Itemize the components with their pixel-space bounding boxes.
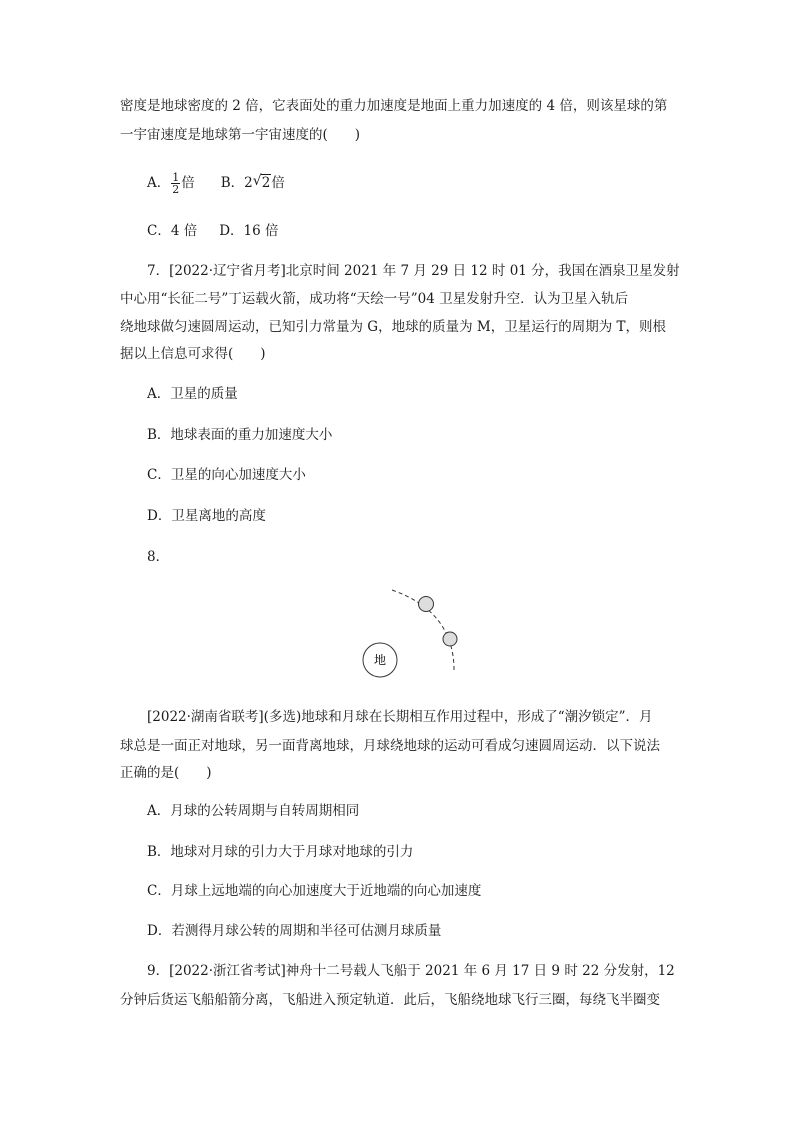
moon-circle-upper bbox=[419, 597, 434, 612]
fraction-numerator: 1 bbox=[172, 171, 180, 184]
q6-option-b-suffix: 倍 bbox=[271, 175, 285, 191]
q8-number: 8． bbox=[147, 549, 170, 565]
q6-option-a-label: A． bbox=[147, 175, 171, 191]
q6-option-a-fraction bbox=[171, 172, 180, 195]
q8-option-b: B．地球对月球的引力大于月球对地球的引力 bbox=[147, 844, 414, 860]
fraction-denominator: 2 bbox=[172, 183, 180, 196]
q6-text-line-1: 密度是地球密度的 2 倍，它表面处的重力加速度是地面上重力加速度的 4 倍，则该星球的第 bbox=[120, 98, 668, 114]
q8-option-a: A．月球的公转周期与自转周期相同 bbox=[147, 803, 360, 819]
q7-text-line-1: 7．[2022·辽宁省月考]北京时间 2021 年 7 月 29 日 12 时 01 分，我国在酒泉卫星发射 bbox=[147, 263, 680, 279]
q9-text-line-1: 9．[2022·浙江省考试]神舟十二号载人飞船于 2021 年 6 月 17 日 9 时 22 分发射，12 bbox=[147, 963, 675, 979]
q9-text-line-2: 分钟后货运飞船船箭分离，飞船进入预定轨道．此后，飞船绕地球飞行三圈，每绕飞半圈变 bbox=[120, 992, 660, 1008]
q6-option-c: C．4 倍 bbox=[147, 223, 198, 239]
q7-option-b: B．地球表面的重力加速度大小 bbox=[147, 427, 333, 443]
q8-text-line-3: 正确的是( ) bbox=[120, 765, 212, 781]
q6-text-line-2: 一宇宙速度是地球第一宇宙速度的( ) bbox=[120, 127, 361, 143]
q7-option-a: A．卫星的质量 bbox=[147, 386, 238, 402]
earth-moon-diagram bbox=[340, 582, 480, 682]
q6-option-b-sqrt bbox=[253, 174, 272, 192]
radical-sign-icon: √ bbox=[252, 173, 262, 189]
radicand: 2 bbox=[261, 175, 271, 191]
q6-option-b-label: B．2 bbox=[220, 175, 253, 191]
q7-option-d: D．卫星离地的高度 bbox=[147, 508, 266, 524]
earth-label: 地 bbox=[373, 653, 387, 667]
q7-text-line-3: 绕地球做匀速圆周运动，已知引力常量为 G，地球的质量为 M，卫星运行的周期为 T，则根 bbox=[120, 319, 666, 335]
q6-options-ab bbox=[147, 172, 285, 195]
q8-text-line-1: [2022·湖南省联考](多选)地球和月球在长期相互作用过程中，形成了“潮汐锁定”．月 bbox=[147, 709, 653, 725]
q6-options-cd bbox=[147, 222, 279, 240]
moon-circle-lower bbox=[443, 632, 457, 646]
q6-option-d: D．16 倍 bbox=[219, 223, 279, 239]
q8-option-d: D．若测得月球公转的周期和半径可估测月球质量 bbox=[147, 923, 442, 939]
q7-text-line-2: 中心用“长征二号”丁运载火箭，成功将“天绘一号”04 卫星发射升空．认为卫星入轨后 bbox=[120, 291, 629, 307]
q6-option-a-suffix: 倍 bbox=[181, 175, 195, 191]
q8-text-line-2: 球总是一面正对地球，另一面背离地球，月球绕地球的运动可看成匀速圆周运动．以下说法 bbox=[120, 738, 660, 754]
q7-text-line-4: 据以上信息可求得( ) bbox=[120, 346, 266, 362]
q7-option-c: C．卫星的向心加速度大小 bbox=[147, 467, 306, 483]
q8-option-c: C．月球上远地端的向心加速度大于近地端的向心加速度 bbox=[147, 883, 482, 899]
